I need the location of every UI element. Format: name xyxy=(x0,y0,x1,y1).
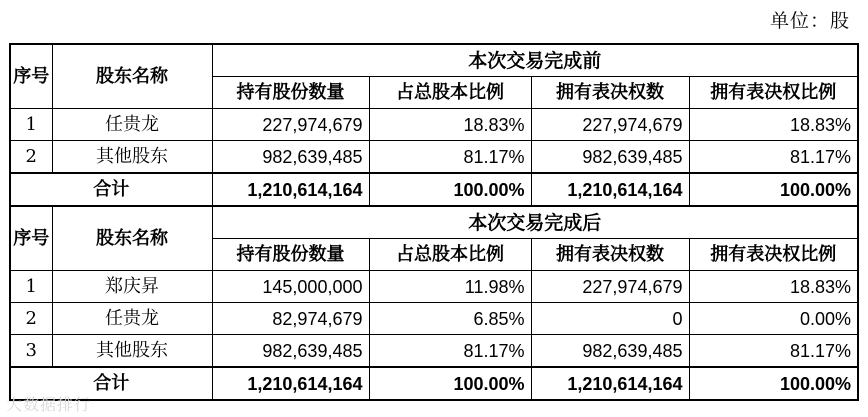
total-votes: 1,210,614,164 xyxy=(531,173,689,206)
seq-header: 序号 xyxy=(10,206,52,271)
total-label: 合计 xyxy=(10,173,212,206)
row-index: 1 xyxy=(10,271,52,303)
group-header: 本次交易完成后 xyxy=(212,206,858,239)
share-pct-cell: 11.98% xyxy=(369,271,531,303)
total-row xyxy=(10,173,858,206)
col-header-shares: 持有股份数量 xyxy=(212,239,369,271)
shares-cell: 82,974,679 xyxy=(212,303,369,335)
shareholder-name: 其他股东 xyxy=(52,141,212,174)
watermark: 大数据排行 xyxy=(6,395,92,414)
shares-cell: 145,000,000 xyxy=(212,271,369,303)
share-pct-cell: 81.17% xyxy=(369,335,531,368)
col-header-vote-pct: 拥有表决权比例 xyxy=(689,239,858,271)
votes-cell: 982,639,485 xyxy=(531,335,689,368)
total-share-pct: 100.00% xyxy=(369,367,531,400)
table-row xyxy=(10,141,858,174)
group-header: 本次交易完成前 xyxy=(212,44,858,77)
shareholder-name: 任贵龙 xyxy=(52,109,212,141)
col-header-share-pct: 占总股本比例 xyxy=(369,239,531,271)
vote-pct-cell: 18.83% xyxy=(689,109,858,141)
col-header-votes: 拥有表决权数 xyxy=(531,77,689,109)
unit-label: 单位：股 xyxy=(769,10,850,32)
row-index: 1 xyxy=(10,109,52,141)
votes-cell: 0 xyxy=(531,303,689,335)
total-vote-pct: 100.00% xyxy=(689,173,858,206)
shareholder-name: 郑庆昇 xyxy=(52,271,212,303)
col-header-vote-pct: 拥有表决权比例 xyxy=(689,77,858,109)
table-row xyxy=(10,303,858,335)
row-index: 2 xyxy=(10,303,52,335)
total-votes: 1,210,614,164 xyxy=(531,367,689,400)
row-index: 2 xyxy=(10,141,52,174)
row-index: 3 xyxy=(10,335,52,368)
total-row xyxy=(10,367,858,400)
shareholding-table xyxy=(9,43,859,401)
table-row xyxy=(10,109,858,141)
total-label: 合计 xyxy=(10,367,212,400)
shares-cell: 227,974,679 xyxy=(212,109,369,141)
seq-header: 序号 xyxy=(10,44,52,109)
name-header: 股东名称 xyxy=(52,44,212,109)
vote-pct-cell: 0.00% xyxy=(689,303,858,335)
shareholder-name: 其他股东 xyxy=(52,335,212,368)
total-share-pct: 100.00% xyxy=(369,173,531,206)
vote-pct-cell: 18.83% xyxy=(689,271,858,303)
shares-cell: 982,639,485 xyxy=(212,335,369,368)
col-header-shares: 持有股份数量 xyxy=(212,77,369,109)
col-header-share-pct: 占总股本比例 xyxy=(369,77,531,109)
vote-pct-cell: 81.17% xyxy=(689,335,858,368)
shares-cell: 982,639,485 xyxy=(212,141,369,174)
votes-cell: 227,974,679 xyxy=(531,109,689,141)
section-header-row xyxy=(10,206,858,239)
vote-pct-cell: 81.17% xyxy=(689,141,858,174)
name-header: 股东名称 xyxy=(52,206,212,271)
total-shares: 1,210,614,164 xyxy=(212,367,369,400)
votes-cell: 227,974,679 xyxy=(531,271,689,303)
share-pct-cell: 81.17% xyxy=(369,141,531,174)
votes-cell: 982,639,485 xyxy=(531,141,689,174)
shareholder-name: 任贵龙 xyxy=(52,303,212,335)
section-header-row xyxy=(10,44,858,77)
table-row xyxy=(10,335,858,368)
table-row xyxy=(10,271,858,303)
total-vote-pct: 100.00% xyxy=(689,367,858,400)
share-pct-cell: 18.83% xyxy=(369,109,531,141)
total-shares: 1,210,614,164 xyxy=(212,173,369,206)
share-pct-cell: 6.85% xyxy=(369,303,531,335)
col-header-votes: 拥有表决权数 xyxy=(531,239,689,271)
